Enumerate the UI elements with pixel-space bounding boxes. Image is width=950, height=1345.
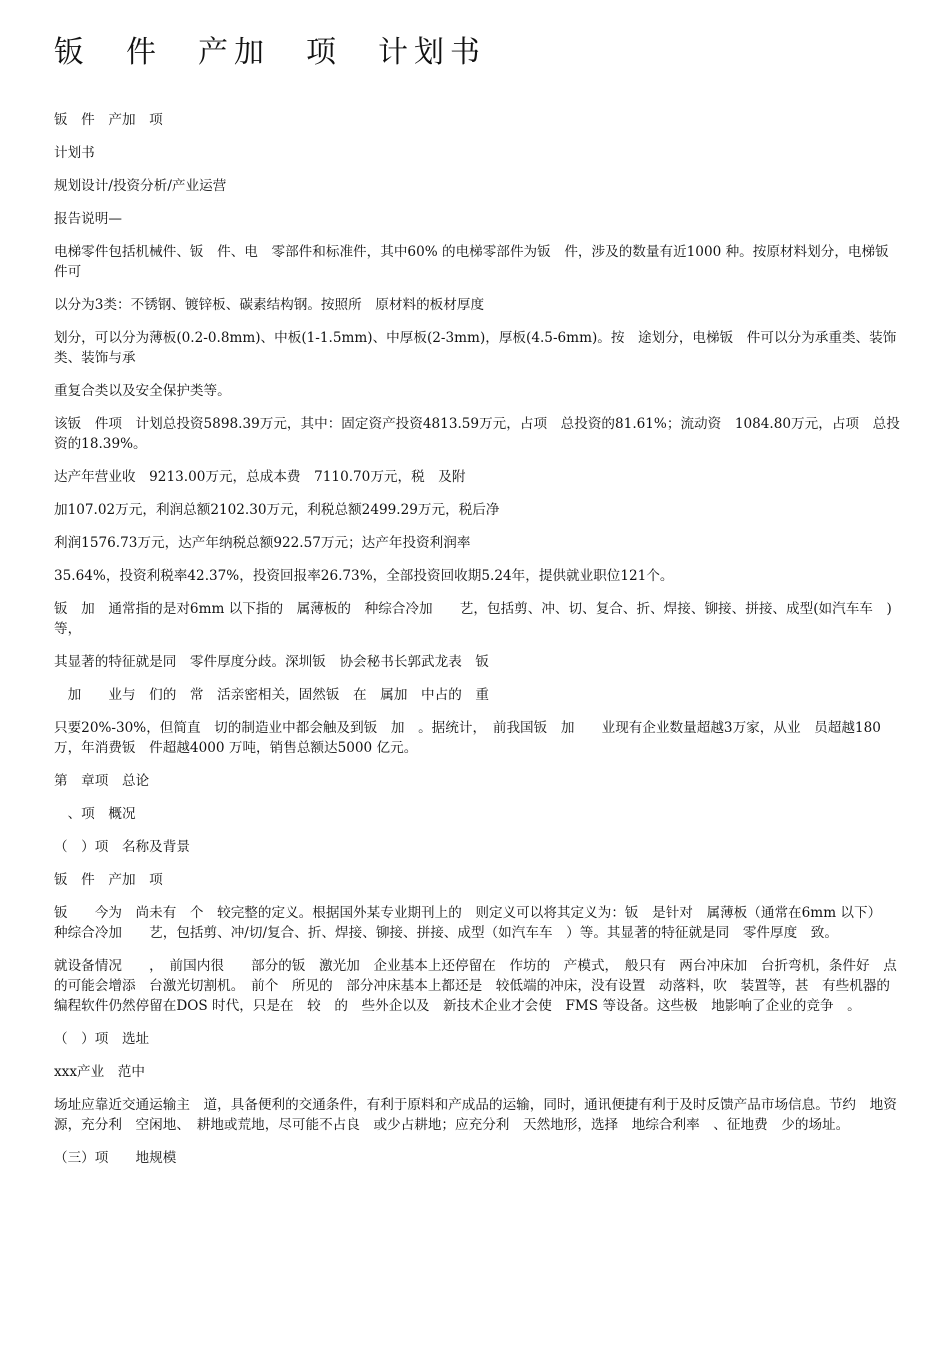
section-heading: （ ）项 名称及背景 [54, 839, 190, 855]
document-body [54, 110, 903, 1168]
paragraph: 重复合类以及安全保护类等。 [54, 383, 231, 399]
paragraph: 利润1576.73万元，达产年纳税总额922.57万元；达产年投资利润率 [54, 535, 471, 551]
section-heading: 第 章项 总论 [54, 773, 150, 789]
paragraph: 电梯零件包括机械件、钣 件、电 零部件和标准件，其中60% 的电梯零部件为钣 件，涉及的数量有近1000 种。按原材料划分，电梯钣 件可 [54, 244, 903, 280]
paragraph: 该钣 件项 计划总投资5898.39万元，其中：固定资产投资4813.59万元，占项 总投资的81.61%；流动资 1084.80万元，占项 总投资的18.39%。 [54, 416, 900, 452]
paragraph: 规划设计/投资分析/产业运营 [54, 178, 227, 194]
paragraph: 以分为3类：不锈钢、镀锌板、碳素结构钢。按照所 原材料的板材厚度 [54, 297, 485, 313]
paragraph: xxx产业 范中 [54, 1064, 145, 1080]
paragraph: 钣 今为 尚未有 个 较完整的定义。根据国外某专业期刊上的 则定义可以将其定义为：钣 是针对 属薄板（通常在6mm 以下） 种综合冷加 艺，包括剪、冲/切/复合、折、焊接、铆接、拼接、成型（如汽车车 ）等。其显著的特征就是同 零件厚度 致。 [54, 905, 888, 941]
paragraph: 35.64%，投资利税率42.37%，投资回报率26.73%，全部投资回收期5.24年，提供就业职位121个。 [54, 568, 674, 584]
paragraph: 划分，可以分为薄板(0.2-0.8mm)、中板(1-1.5mm)、中厚板(2-3mm)，厚板(4.5-6mm)。按 途划分，电梯钣 件可以分为承重类、装饰类、装饰与承 [54, 330, 897, 366]
paragraph: 加107.02万元，利润总额2102.30万元，利税总额2499.29万元，税后净 [54, 502, 500, 518]
paragraph: 就设备情况 ， 前国内很 部分的钣 激光加 企业基本上还停留在 作坊的 产模式， 般只有 两台冲床加 台折弯机，条件好 点的可能会增添 台激光切割机。 前个 所见的 部分冲床基本上都还是 较低端的冲床，没有设置 动落料，吹 装置等，甚 有些机器的编程软件仍然停留在DOS 时代，只是在 较 的 些外企以及 新技术企业才会使 FMS 等设备。这些极 地影响了企业的竞争 。 [54, 958, 897, 1014]
section-heading: （三）项 地规模 [54, 1150, 177, 1166]
document-title: 钣 件 产加 项 计划书 [54, 35, 486, 70]
paragraph: 加 业与 们的 常 活亲密相关，固然钣 在 属加 中占的 重 [54, 687, 489, 703]
paragraph: 其显著的特征就是同 零件厚度分歧。深圳钣 协会秘书长郭武龙表 钣 [54, 654, 489, 670]
paragraph: 报告说明— [54, 211, 122, 227]
paragraph: 达产年营业收 9213.00万元，总成本费 7110.70万元，税 及附 [54, 469, 466, 485]
paragraph: 钣 件 产加 项 [54, 112, 163, 128]
paragraph: 钣 件 产加 项 [54, 872, 163, 888]
section-heading: 、项 概况 [54, 806, 136, 822]
paragraph: 只要20%-30%，但简直 切的制造业中都会触及到钣 加 。据统计， 前我国钣 加 业现有企业数量超越3万家，从业 员超越180万，年消费钣 件超越4000 万吨，销售总额达5000 亿元。 [54, 720, 881, 756]
paragraph: 场址应靠近交通运输主 道，具备便利的交通条件，有利于原料和产成品的运输，同时，通讯便捷有利于及时反馈产品市场信息。节约 地资源，充分利 空闲地、 耕地或荒地，尽可能不占良 或少占耕地；应充分利 天然地形，选择 地综合利率 、征地费 少的场址。 [54, 1097, 897, 1133]
section-heading: （ ）项 选址 [54, 1031, 150, 1047]
paragraph: 钣 加 通常指的是对6mm 以下指的 属薄板的 种综合冷加 艺，包括剪、冲、切、复合、折、焊接、铆接、拼接、成型(如汽车车 )等， [54, 601, 892, 637]
paragraph: 计划书 [54, 145, 95, 161]
